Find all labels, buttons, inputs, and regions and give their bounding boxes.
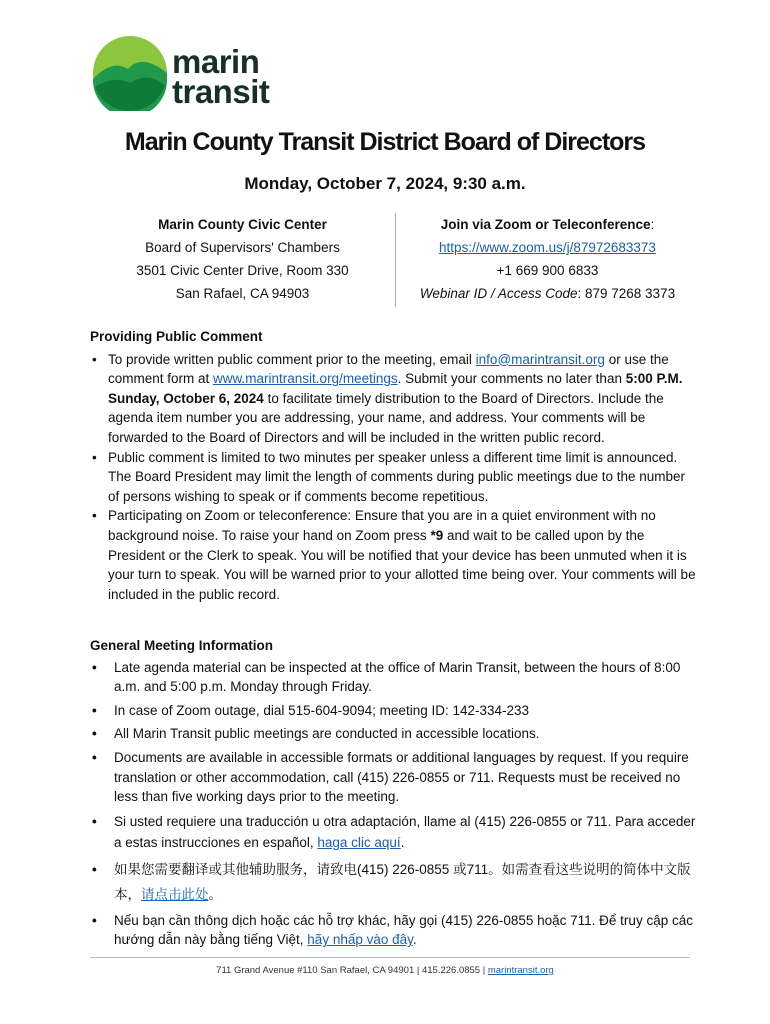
location-city: San Rafael, CA 94903 (175, 286, 310, 301)
public-comment-section (90, 327, 700, 604)
webinar-code: : 879 7268 3373 (577, 286, 676, 301)
general-info-heading: General Meeting Information (90, 638, 274, 653)
list-item: • Nếu bạn cần thông dịch hoặc các hỗ trợ khác, hãy gọi (415) 226-0855 hoặc 711. Để truy cập các hướng dẫn này bằng tiếng Việt, hãy nhấp vào đây. (90, 911, 700, 950)
zoom-link[interactable]: https://www.zoom.us/j/87972683373 (439, 240, 656, 255)
location-address: 3501 Civic Center Drive, Room 330 (136, 263, 349, 278)
logo-line-2: transit (172, 73, 270, 110)
location-name: Marin County Civic Center (158, 217, 327, 232)
zoom-heading-colon: : (650, 217, 655, 232)
website-link[interactable]: marintransit.org (487, 965, 554, 976)
meeting-date: Monday, October 7, 2024, 9:30 a.m. (244, 174, 526, 193)
list-item: • All Marin Transit public meetings are conducted in accessible locations. (90, 724, 700, 744)
logo-wordmark (172, 43, 270, 110)
list-item: • In case of Zoom outage, dial 515-604-9094; meeting ID: 142-334-233 (90, 701, 700, 721)
vietnamese-link[interactable]: hãy nhấp vào đây (307, 932, 413, 948)
zoom-block (400, 213, 695, 305)
meetings-link[interactable]: www.marintransit.org/meetings (213, 371, 398, 387)
column-divider (395, 213, 396, 307)
logo-line-1: marin (172, 43, 260, 80)
list-item: • Late agenda material can be inspected at the office of Marin Transit, between the hours of 8:00 a.m. and 5:00 p.m. Monday through Friday. (90, 658, 700, 697)
email-link[interactable]: info@marintransit.org (475, 351, 605, 367)
comment-deadline: 5:00 P.M. Sunday, October 6, 2024 (108, 371, 683, 406)
webinar-label: Webinar ID / Access Code (419, 286, 578, 301)
footer-divider (90, 957, 690, 958)
webinar-line (400, 282, 695, 305)
list-item: • To provide written public comment prior to the meeting, email info@marintransit.org or use the comment form at www.marintransit.org/meetings. Submit your comments no later than 5:00 P.M. Sunday, October 6, 2024 to facilitate timely distribution to the Board of Directors. Include the agenda item number you are addressing, your name, and address. Your comments will be forwarded to the Board of Directors and will be included in the written public record. (90, 350, 700, 448)
zoom-heading-line (400, 213, 695, 236)
raise-hand-key: *9 (430, 527, 444, 543)
location-block (95, 213, 390, 305)
list-item: • 如果您需要翻译或其他辅助服务，请致电(415) 226-0855 或711。如需查看这些说明的简体中文版本，请点击此处。 (90, 857, 700, 907)
spanish-link[interactable]: haga clic aquí (317, 834, 401, 850)
list-item: • Documents are available in accessible formats or additional languages by request. If you require translation or other accommodation, call (415) 226-0855 or 711. Requests must be received no less than five working days prior to the meeting. (90, 748, 700, 807)
zoom-heading: Join via Zoom or Teleconference (440, 217, 651, 232)
marin-transit-logo (92, 35, 272, 113)
page-title: Marin County Transit District Board of Directors (124, 128, 646, 156)
list-item: • Si usted requiere una traducción u otra adaptación, llame al (415) 226-0855 or 711. Para acceder a estas instrucciones en español, haga clic aquí. (90, 811, 700, 853)
list-item: • Participating on Zoom or teleconference: Ensure that you are in a quiet environment with no background noise. To raise your hand on Zoom press *9 and wait to be called upon by the President or the Clerk to speak. You will be notified that your device has been unmuted when it is your turn to speak. You will be warned prior to your allotted time being over. Your comments will be included in the public record. (90, 506, 700, 604)
public-comment-list (90, 350, 700, 605)
footer: 711 Grand Avenue #110 San Rafael, CA 94901 | 415.226.0855 | marintransit.org (216, 965, 554, 976)
general-info-list (90, 658, 700, 950)
zoom-phone: +1 669 900 6833 (496, 263, 599, 278)
chinese-link[interactable]: 请点击此处 (141, 886, 209, 902)
general-info-section (90, 636, 700, 954)
logo-mountain-icon (92, 35, 168, 111)
list-item: • Public comment is limited to two minutes per speaker unless a different time limit is announced. The Board President may limit the length of comments during public meetings due to the number of persons wishing to speak or if comments become repetitious. (90, 448, 700, 507)
public-comment-heading: Providing Public Comment (90, 329, 263, 344)
location-room: Board of Supervisors' Chambers (145, 240, 340, 255)
